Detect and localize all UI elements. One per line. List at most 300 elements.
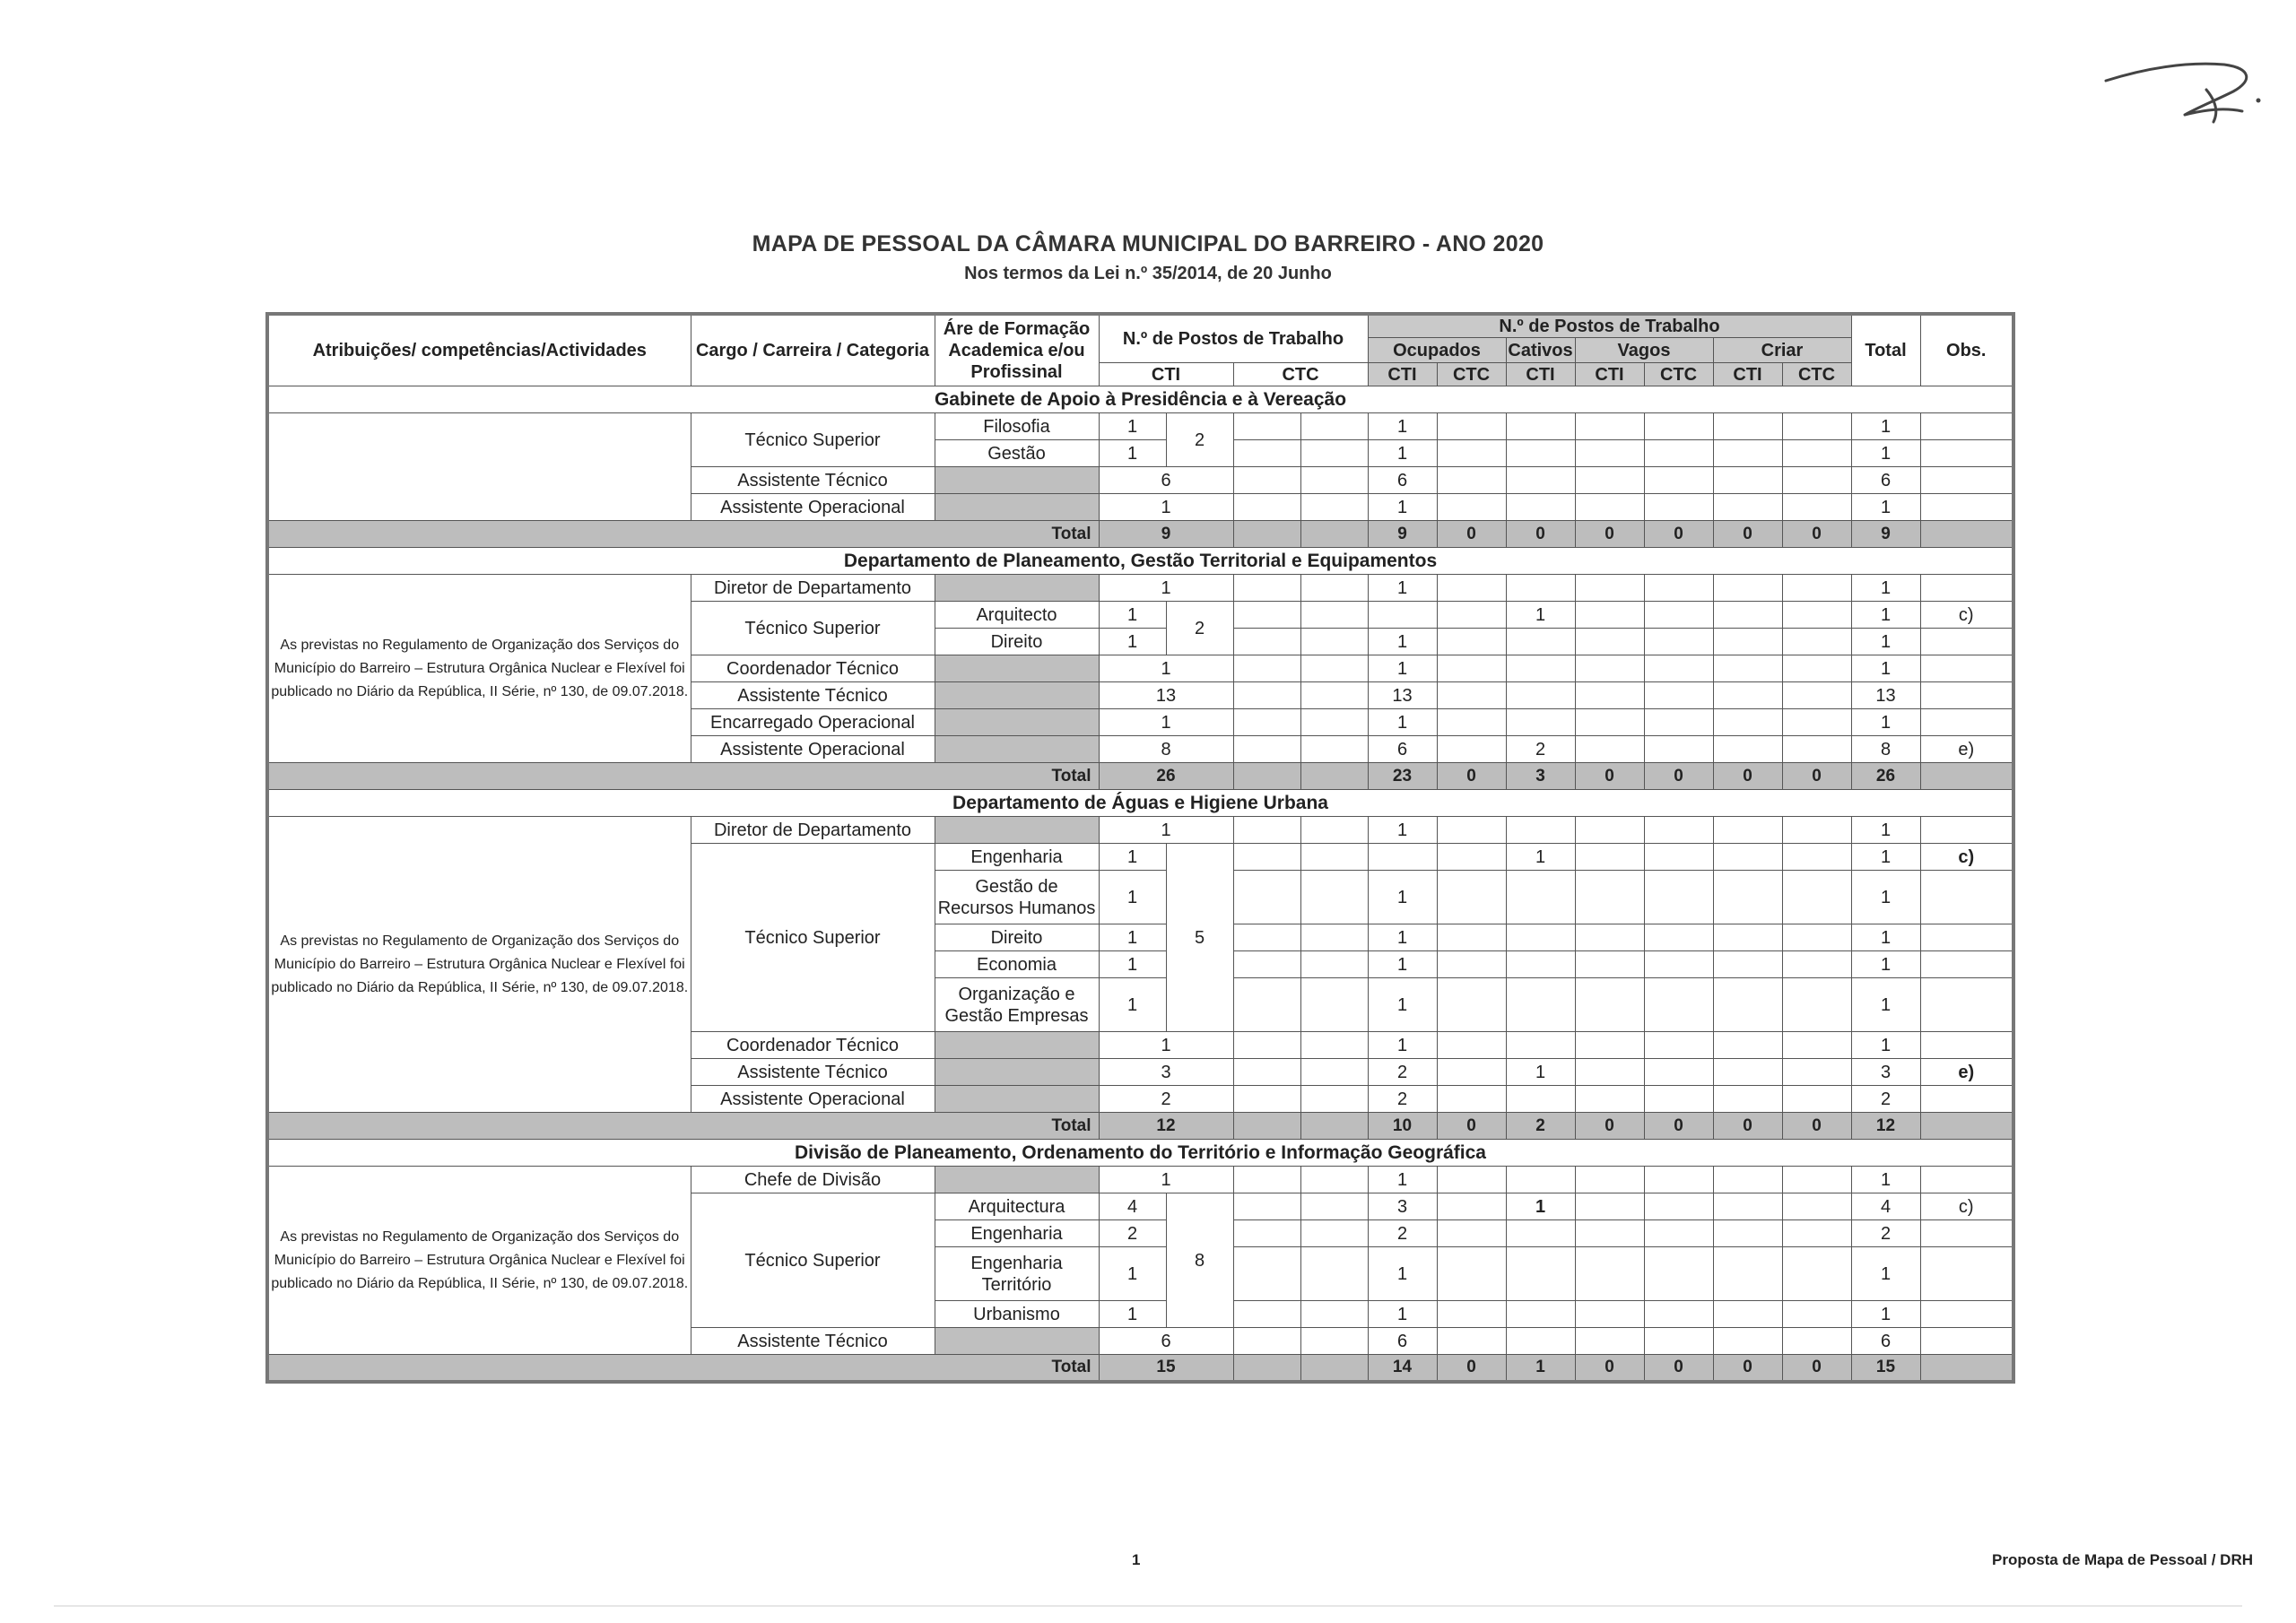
vagos-ctc-cell — [1644, 1032, 1713, 1059]
cargo-cell: Assistente Técnico — [691, 1059, 935, 1086]
total-cell: 1 — [1851, 440, 1920, 467]
ctc-cell — [1300, 1032, 1368, 1059]
vagos-ctc-cell — [1644, 978, 1713, 1032]
total-label: Total — [267, 1355, 1099, 1382]
vagos-ctc-cell — [1644, 1059, 1713, 1086]
vagos-cti-cell — [1575, 844, 1644, 871]
ctc-cell — [1233, 1059, 1300, 1086]
obs-cell — [1920, 709, 2013, 736]
criar-ctc-cell — [1782, 951, 1851, 978]
cargo-cell: Assistente Operacional — [691, 494, 935, 521]
criar-ctc-cell — [1782, 1247, 1851, 1301]
criar-ctc-cell — [1782, 709, 1851, 736]
ocupados-cti-cell: 1 — [1368, 413, 1437, 440]
total-cti: 9 — [1099, 521, 1233, 548]
ctc-cell — [1233, 1167, 1300, 1193]
total-criar-cti: 0 — [1713, 1355, 1782, 1382]
cativos-cell — [1506, 629, 1575, 655]
area-cell: Arquitecto — [935, 602, 1099, 629]
ctc-cell — [1300, 817, 1368, 844]
area-cell: Direito — [935, 924, 1099, 951]
ctc-cell — [1300, 629, 1368, 655]
total-label: Total — [267, 1113, 1099, 1140]
cativos-cell — [1506, 1167, 1575, 1193]
vagos-cti-cell — [1575, 871, 1644, 924]
cti-cell: 1 — [1099, 817, 1233, 844]
vagos-cti-cell — [1575, 709, 1644, 736]
criar-ctc-cell — [1782, 978, 1851, 1032]
cativos-cell — [1506, 924, 1575, 951]
ocupados-cti-cell: 1 — [1368, 655, 1437, 682]
total-cell: 1 — [1851, 655, 1920, 682]
total-ctc — [1233, 521, 1300, 548]
total-cell: 13 — [1851, 682, 1920, 709]
criar-ctc-cell — [1782, 494, 1851, 521]
vagos-ctc-cell — [1644, 655, 1713, 682]
ocupados-cti-cell: 1 — [1368, 1247, 1437, 1301]
cativos-cell — [1506, 413, 1575, 440]
vagos-ctc-cell — [1644, 844, 1713, 871]
total-cell: 1 — [1851, 413, 1920, 440]
ocupados-ctc-cell — [1437, 709, 1506, 736]
total-label: Total — [267, 763, 1099, 790]
area-cell-shaded — [935, 736, 1099, 763]
cti-cell: 1 — [1099, 1301, 1166, 1328]
area-cell-shaded — [935, 817, 1099, 844]
total-cti: 12 — [1099, 1113, 1233, 1140]
ocupados-ctc-cell — [1437, 1247, 1506, 1301]
criar-cti-cell — [1713, 655, 1782, 682]
total-criar-ctc: 0 — [1782, 1113, 1851, 1140]
cativos-cell: 1 — [1506, 844, 1575, 871]
ctc-cell — [1300, 467, 1368, 494]
ctc-cell — [1300, 1328, 1368, 1355]
total-criar-cti: 0 — [1713, 1113, 1782, 1140]
total-cell: 2 — [1851, 1220, 1920, 1247]
vagos-cti-cell — [1575, 1167, 1644, 1193]
section-title: Divisão de Planeamento, Ordenamento do Território e Informação Geográfica — [267, 1140, 2013, 1167]
total-total: 15 — [1851, 1355, 1920, 1382]
ctc-cell — [1300, 871, 1368, 924]
area-cell-shaded — [935, 1086, 1099, 1113]
vagos-cti-cell — [1575, 655, 1644, 682]
cativos-cell: 1 — [1506, 1059, 1575, 1086]
ctc-cell — [1233, 924, 1300, 951]
header-criar-ctc: CTC — [1782, 363, 1851, 386]
criar-cti-cell — [1713, 1301, 1782, 1328]
cargo-cell: Diretor de Departamento — [691, 575, 935, 602]
section-title-row — [267, 790, 2013, 817]
area-cell-shaded — [935, 709, 1099, 736]
obs-cell — [1920, 1247, 2013, 1301]
vagos-ctc-cell — [1644, 1301, 1713, 1328]
table-row — [267, 575, 2013, 602]
header-ocup-ctc: CTC — [1437, 363, 1506, 386]
ctc-cell — [1300, 494, 1368, 521]
area-cell-shaded — [935, 1167, 1099, 1193]
vagos-cti-cell — [1575, 1086, 1644, 1113]
ctc-cell — [1233, 978, 1300, 1032]
ocupados-ctc-cell — [1437, 655, 1506, 682]
total-ocupados-cti: 23 — [1368, 763, 1437, 790]
obs-cell — [1920, 682, 2013, 709]
page-subtitle: Nos termos da Lei n.º 35/2014, de 20 Junho — [964, 264, 1332, 283]
area-cell: Economia — [935, 951, 1099, 978]
total-cativos: 3 — [1506, 763, 1575, 790]
ocupados-ctc-cell — [1437, 1193, 1506, 1220]
atribuicoes-cell — [267, 413, 691, 521]
vagos-cti-cell — [1575, 467, 1644, 494]
total-ocupados-cti: 14 — [1368, 1355, 1437, 1382]
ocupados-ctc-cell — [1437, 951, 1506, 978]
ctc-cell — [1233, 871, 1300, 924]
vagos-ctc-cell — [1644, 440, 1713, 467]
vagos-cti-cell — [1575, 951, 1644, 978]
ocupados-cti-cell: 13 — [1368, 682, 1437, 709]
ctc-cell — [1233, 1301, 1300, 1328]
ctc-cell — [1233, 1032, 1300, 1059]
total-ctc — [1233, 1113, 1300, 1140]
ctc-cell — [1300, 1059, 1368, 1086]
total-ctc — [1233, 1355, 1300, 1382]
ctc-cell — [1300, 709, 1368, 736]
total-vagos-ctc: 0 — [1644, 1113, 1713, 1140]
cargo-cell: Diretor de Departamento — [691, 817, 935, 844]
criar-ctc-cell — [1782, 602, 1851, 629]
total-row — [267, 1113, 2013, 1140]
cargo-cell: Técnico Superior — [691, 844, 935, 1032]
criar-cti-cell — [1713, 1032, 1782, 1059]
area-cell-shaded — [935, 467, 1099, 494]
cti-cell: 1 — [1099, 1167, 1233, 1193]
cativos-cell — [1506, 1086, 1575, 1113]
cti-cell: 1 — [1099, 413, 1166, 440]
ocupados-cti-cell: 1 — [1368, 1167, 1437, 1193]
area-cell-shaded — [935, 1032, 1099, 1059]
ocupados-ctc-cell — [1437, 978, 1506, 1032]
criar-ctc-cell — [1782, 1301, 1851, 1328]
cativos-cell — [1506, 467, 1575, 494]
obs-cell — [1920, 924, 2013, 951]
obs-cell — [1920, 440, 2013, 467]
ctc-cell — [1233, 494, 1300, 521]
cti-cell: 1 — [1099, 655, 1233, 682]
vagos-ctc-cell — [1644, 1220, 1713, 1247]
criar-ctc-cell — [1782, 655, 1851, 682]
total-ocupados-cti: 9 — [1368, 521, 1437, 548]
cativos-cell — [1506, 682, 1575, 709]
cti-cell: 1 — [1099, 871, 1166, 924]
atribuicoes-description: As previstas no Regulamento de Organização dos Serviços do Município do Barreiro – Estrutura Orgânica Nuclear e Flexível foi publicado no Diário da República, II Série, nº 130, de 09.07.2018. — [267, 575, 691, 763]
cativos-cell — [1506, 709, 1575, 736]
ocupados-ctc-cell — [1437, 844, 1506, 871]
criar-cti-cell — [1713, 1247, 1782, 1301]
obs-cell — [1920, 951, 2013, 978]
ocupados-cti-cell: 1 — [1368, 440, 1437, 467]
total-cti: 26 — [1099, 763, 1233, 790]
ctc-cell — [1233, 1193, 1300, 1220]
ctc-cell — [1300, 736, 1368, 763]
ctc-cell — [1300, 1086, 1368, 1113]
header-n-postos-2: N.º de Postos de Trabalho — [1368, 314, 1851, 338]
cti-cell: 1 — [1099, 924, 1166, 951]
vagos-cti-cell — [1575, 602, 1644, 629]
cativos-cell: 1 — [1506, 1193, 1575, 1220]
ctc-cell — [1300, 1301, 1368, 1328]
total-vagos-cti: 0 — [1575, 1355, 1644, 1382]
section-title-row — [267, 548, 2013, 575]
area-cell: Arquitectura — [935, 1193, 1099, 1220]
ctc-cell — [1233, 602, 1300, 629]
ctc-cell — [1300, 602, 1368, 629]
ocupados-cti-cell: 2 — [1368, 1059, 1437, 1086]
vagos-cti-cell — [1575, 736, 1644, 763]
ocupados-ctc-cell — [1437, 575, 1506, 602]
total-cativos: 0 — [1506, 521, 1575, 548]
vagos-cti-cell — [1575, 1220, 1644, 1247]
criar-cti-cell — [1713, 629, 1782, 655]
ocupados-cti-cell: 1 — [1368, 709, 1437, 736]
total-ocupados-ctc: 0 — [1437, 763, 1506, 790]
atribuicoes-description: As previstas no Regulamento de Organização dos Serviços do Município do Barreiro – Estrutura Orgânica Nuclear e Flexível foi publicado no Diário da República, II Série, nº 130, de 09.07.2018. — [267, 817, 691, 1113]
section-title: Departamento de Planeamento, Gestão Territorial e Equipamentos — [267, 548, 2013, 575]
section-title: Departamento de Águas e Higiene Urbana — [267, 790, 2013, 817]
cti-cell: 8 — [1099, 736, 1233, 763]
ctc-cell — [1300, 1193, 1368, 1220]
ocupados-cti-cell: 1 — [1368, 924, 1437, 951]
ocupados-ctc-cell — [1437, 413, 1506, 440]
total-cativos: 2 — [1506, 1113, 1575, 1140]
header-cargo: Cargo / Carreira / Categoria — [691, 314, 935, 386]
vagos-ctc-cell — [1644, 1328, 1713, 1355]
total-obs — [1920, 1113, 2013, 1140]
vagos-ctc-cell — [1644, 1167, 1713, 1193]
page-title: MAPA DE PESSOAL DA CÂMARA MUNICIPAL DO BARREIRO - ANO 2020 — [752, 231, 1544, 256]
ocupados-cti-cell: 6 — [1368, 1328, 1437, 1355]
obs-cell — [1920, 655, 2013, 682]
header-vagos-cti: CTI — [1575, 363, 1644, 386]
criar-ctc-cell — [1782, 844, 1851, 871]
cti-cell: 1 — [1099, 844, 1166, 871]
vagos-ctc-cell — [1644, 575, 1713, 602]
total-vagos-cti: 0 — [1575, 521, 1644, 548]
cti-cell: 1 — [1099, 1247, 1166, 1301]
vagos-ctc-cell — [1644, 1247, 1713, 1301]
total-vagos-cti: 0 — [1575, 1113, 1644, 1140]
total-ocupados-cti: 10 — [1368, 1113, 1437, 1140]
obs-cell: c) — [1920, 844, 2013, 871]
cti-cell: 1 — [1099, 709, 1233, 736]
criar-cti-cell — [1713, 1328, 1782, 1355]
vagos-cti-cell — [1575, 494, 1644, 521]
total-cell: 1 — [1851, 575, 1920, 602]
cargo-cell: Coordenador Técnico — [691, 655, 935, 682]
total-total: 26 — [1851, 763, 1920, 790]
table-row — [267, 1167, 2013, 1193]
total-row — [267, 521, 2013, 548]
area-cell: Engenharia Território — [935, 1247, 1099, 1301]
total-total: 9 — [1851, 521, 1920, 548]
cti-cell: 2 — [1099, 1086, 1233, 1113]
criar-ctc-cell — [1782, 1086, 1851, 1113]
ocupados-cti-cell: 1 — [1368, 1301, 1437, 1328]
header-criar: Criar — [1713, 338, 1851, 363]
criar-ctc-cell — [1782, 1193, 1851, 1220]
total-ctc — [1300, 1355, 1368, 1382]
vagos-ctc-cell — [1644, 871, 1713, 924]
ocupados-ctc-cell — [1437, 629, 1506, 655]
criar-cti-cell — [1713, 951, 1782, 978]
total-obs — [1920, 1355, 2013, 1382]
criar-ctc-cell — [1782, 575, 1851, 602]
vagos-cti-cell — [1575, 1301, 1644, 1328]
cativos-cell — [1506, 978, 1575, 1032]
total-cell: 1 — [1851, 817, 1920, 844]
cti-cell: 1 — [1099, 494, 1233, 521]
area-cell: Engenharia — [935, 1220, 1099, 1247]
total-criar-ctc: 0 — [1782, 763, 1851, 790]
criar-cti-cell — [1713, 709, 1782, 736]
cargo-cell: Técnico Superior — [691, 602, 935, 655]
section-title: Gabinete de Apoio à Presidência e à Vereação — [267, 386, 2013, 413]
total-cti: 15 — [1099, 1355, 1233, 1382]
cativos-cell — [1506, 1328, 1575, 1355]
vagos-ctc-cell — [1644, 736, 1713, 763]
area-cell: Gestão — [935, 440, 1099, 467]
cativos-cell — [1506, 871, 1575, 924]
total-cativos: 1 — [1506, 1355, 1575, 1382]
obs-cell — [1920, 978, 2013, 1032]
total-cell: 1 — [1851, 1032, 1920, 1059]
ocupados-ctc-cell — [1437, 736, 1506, 763]
area-cell: Gestão de Recursos Humanos — [935, 871, 1099, 924]
vagos-cti-cell — [1575, 1328, 1644, 1355]
cti-group-cell: 2 — [1166, 602, 1233, 655]
area-cell: Direito — [935, 629, 1099, 655]
header-total: Total — [1851, 314, 1920, 386]
ctc-cell — [1300, 1220, 1368, 1247]
ocupados-ctc-cell — [1437, 682, 1506, 709]
page-bottom-divider — [54, 1605, 2242, 1607]
cti-cell: 1 — [1099, 440, 1166, 467]
ocupados-cti-cell: 1 — [1368, 951, 1437, 978]
ocupados-cti-cell: 1 — [1368, 817, 1437, 844]
total-cell: 6 — [1851, 467, 1920, 494]
area-cell-shaded — [935, 1328, 1099, 1355]
ocupados-cti-cell: 1 — [1368, 575, 1437, 602]
obs-cell — [1920, 1086, 2013, 1113]
cti-cell: 13 — [1099, 682, 1233, 709]
ctc-cell — [1300, 413, 1368, 440]
obs-cell — [1920, 1220, 2013, 1247]
ctc-cell — [1233, 655, 1300, 682]
header-atribuicoes: Atribuições/ competências/Actividades — [267, 314, 691, 386]
total-ctc — [1300, 1113, 1368, 1140]
table-row — [267, 413, 2013, 440]
criar-cti-cell — [1713, 602, 1782, 629]
vagos-cti-cell — [1575, 413, 1644, 440]
total-cell: 1 — [1851, 602, 1920, 629]
criar-cti-cell — [1713, 844, 1782, 871]
ocupados-cti-cell: 3 — [1368, 1193, 1437, 1220]
ctc-cell — [1233, 844, 1300, 871]
cargo-cell: Assistente Operacional — [691, 736, 935, 763]
total-criar-ctc: 0 — [1782, 1355, 1851, 1382]
ocupados-cti-cell: 1 — [1368, 871, 1437, 924]
obs-cell — [1920, 1032, 2013, 1059]
header-area-formacao: Áre de Formação Academica e/ou Profissinal — [935, 314, 1099, 386]
vagos-cti-cell — [1575, 1032, 1644, 1059]
ctc-cell — [1300, 951, 1368, 978]
ctc-cell — [1300, 655, 1368, 682]
cargo-cell: Coordenador Técnico — [691, 1032, 935, 1059]
total-cell: 1 — [1851, 629, 1920, 655]
ctc-cell — [1300, 924, 1368, 951]
cargo-cell: Encarregado Operacional — [691, 709, 935, 736]
area-cell: Filosofia — [935, 413, 1099, 440]
cti-cell: 2 — [1099, 1220, 1166, 1247]
total-cell: 1 — [1851, 494, 1920, 521]
vagos-ctc-cell — [1644, 467, 1713, 494]
total-obs — [1920, 521, 2013, 548]
header-vagos-ctc: CTC — [1644, 363, 1713, 386]
criar-cti-cell — [1713, 413, 1782, 440]
criar-ctc-cell — [1782, 924, 1851, 951]
total-vagos-ctc: 0 — [1644, 763, 1713, 790]
criar-ctc-cell — [1782, 1220, 1851, 1247]
vagos-ctc-cell — [1644, 629, 1713, 655]
vagos-ctc-cell — [1644, 413, 1713, 440]
obs-cell — [1920, 817, 2013, 844]
cativos-cell: 2 — [1506, 736, 1575, 763]
cti-cell: 1 — [1099, 602, 1166, 629]
total-ctc — [1300, 521, 1368, 548]
total-obs — [1920, 763, 2013, 790]
total-row — [267, 763, 2013, 790]
area-cell-shaded — [935, 1059, 1099, 1086]
vagos-ctc-cell — [1644, 1193, 1713, 1220]
ctc-cell — [1300, 1247, 1368, 1301]
ocupados-ctc-cell — [1437, 817, 1506, 844]
vagos-ctc-cell — [1644, 924, 1713, 951]
criar-cti-cell — [1713, 978, 1782, 1032]
header-cativos: Cativos — [1506, 338, 1575, 363]
cativos-cell — [1506, 1032, 1575, 1059]
area-cell-shaded — [935, 494, 1099, 521]
vagos-cti-cell — [1575, 1059, 1644, 1086]
ocupados-ctc-cell — [1437, 1086, 1506, 1113]
ctc-cell — [1233, 682, 1300, 709]
vagos-ctc-cell — [1644, 494, 1713, 521]
atribuicoes-description: As previstas no Regulamento de Organização dos Serviços do Município do Barreiro – Estrutura Orgânica Nuclear e Flexível foi publicado no Diário da República, II Série, nº 130, de 09.07.2018. — [267, 1167, 691, 1355]
header-cativos-cti: CTI — [1506, 363, 1575, 386]
header-row-1 — [267, 314, 2013, 338]
cti-cell: 3 — [1099, 1059, 1233, 1086]
total-cell: 8 — [1851, 736, 1920, 763]
obs-cell: e) — [1920, 736, 2013, 763]
ctc-cell — [1233, 467, 1300, 494]
cativos-cell — [1506, 1247, 1575, 1301]
cargo-cell: Chefe de Divisão — [691, 1167, 935, 1193]
vagos-cti-cell — [1575, 1193, 1644, 1220]
criar-cti-cell — [1713, 467, 1782, 494]
ctc-cell — [1233, 1220, 1300, 1247]
total-cell: 1 — [1851, 924, 1920, 951]
handwritten-signature — [2099, 45, 2269, 135]
cativos-cell — [1506, 1301, 1575, 1328]
total-cell: 1 — [1851, 978, 1920, 1032]
vagos-cti-cell — [1575, 682, 1644, 709]
